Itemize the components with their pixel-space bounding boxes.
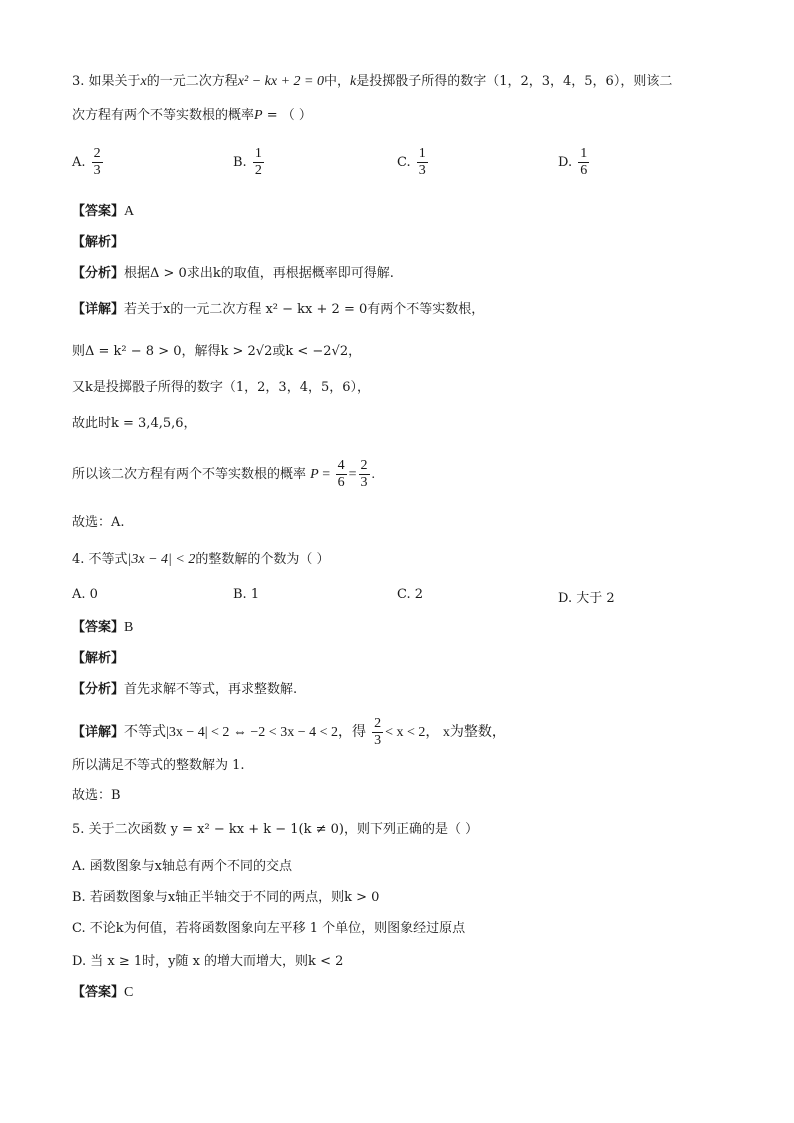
xiangjie-text: 所以满足不等式的整数解为 1.: [72, 758, 245, 773]
option-text: B. 若函数图象与x轴正半轴交于不同的两点，则k > 0: [72, 890, 380, 905]
q3-option-c: [397, 146, 430, 179]
q3-stem-text: 3. 如果关于: [72, 74, 141, 89]
numerator: 1: [418, 146, 426, 161]
option-text: D. 当 x ≥ 1时，y随 x 的增大而增大，则k < 2: [72, 954, 344, 969]
q5-stem: [72, 820, 478, 840]
numerator: 1: [580, 146, 588, 161]
q5-option-a: [72, 857, 292, 877]
option-label: A.: [72, 155, 86, 170]
denominator: 6: [580, 163, 588, 178]
option-label: B.: [233, 155, 247, 170]
q5-option-c: [72, 919, 465, 939]
q4-stem-text: 4. 不等式: [72, 552, 128, 567]
fraction: [92, 146, 103, 179]
q3-var-k: k: [349, 74, 357, 89]
q4-answer: [72, 618, 133, 638]
jiexi-tag: 【解析】: [72, 235, 125, 250]
numerator: 2: [93, 146, 101, 161]
q3-var-x: x: [140, 74, 147, 89]
denominator: 3: [93, 163, 101, 178]
q5-stem-text: 5. 关于二次函数 y = x² − kx + k − 1(k ≠ 0)，则下列正确的是（ ）: [72, 822, 479, 837]
option-text: A. 0: [72, 587, 98, 602]
q4-option-a: [72, 587, 98, 602]
guxuan-text: 故选：A.: [72, 515, 125, 530]
fenxi-text: 根据Δ > 0求出k的取值，再根据概率即可得解.: [124, 266, 394, 281]
answer-tag: 【答案】: [72, 620, 125, 635]
denominator: 3: [360, 475, 368, 490]
fraction: [578, 146, 589, 179]
q3-answer: [72, 202, 134, 222]
q4-xiangjie-1: [72, 716, 506, 749]
q4-option-c: [397, 587, 423, 602]
xiangjie-text: 故此时k = 3,4,5,6，: [72, 416, 197, 431]
answer-value: C: [124, 985, 134, 1000]
q4-guxuan: [72, 786, 121, 806]
q3-option-a: [72, 146, 105, 179]
denominator: 3: [374, 733, 382, 748]
q3-stem-text: 中，: [323, 74, 350, 89]
q3-xiangjie-4: [72, 414, 197, 434]
q4-jiexi: [72, 649, 124, 669]
option-text: C. 不论k为何值，若将函数图象向左平移 1 个单位，则图象经过原点: [72, 921, 466, 936]
option-text: A. 函数图象与x轴总有两个不同的交点: [72, 859, 292, 874]
answer-tag: 【答案】: [72, 985, 125, 1000]
option-text: D. 大于 2: [558, 591, 615, 606]
fenxi-tag: 【分析】: [72, 266, 125, 281]
fraction: [372, 716, 383, 749]
numerator: 1: [254, 146, 262, 161]
xiangjie-text: 若关于x的一元二次方程 x² − kx + 2 = 0有两个不等实数根，: [124, 302, 485, 317]
denominator: 3: [418, 163, 426, 178]
q4-stem-text: 的整数解的个数为（ ）: [195, 552, 330, 567]
fenxi-text: 首先求解不等式，再求整数解.: [124, 682, 298, 697]
q3-stem-text: 是投掷骰子所得的数字（1，2，3，4，5，6），则该二: [356, 74, 673, 89]
q3-stem-text: 的一元二次方程: [146, 74, 238, 89]
q3-option-b: [233, 146, 266, 179]
fraction: [417, 146, 428, 179]
q3-xiangjie-1: [72, 300, 484, 320]
numerator: 4: [337, 458, 345, 473]
guxuan-text: 故选：B: [72, 788, 121, 803]
fraction: [253, 146, 264, 179]
q3-guxuan: [72, 513, 125, 533]
q3-option-d: [558, 146, 591, 179]
q3-stem-text: 次方程有两个不等实数根的概率: [72, 108, 255, 123]
xiangjie-tag: 【详解】: [72, 725, 125, 740]
xiangjie-text: 不等式|3x − 4| < 2 ⇔ −2 < 3x − 4 < 2，得: [124, 725, 366, 740]
q3-xiangjie-2: [72, 342, 361, 362]
xiangjie-text: 又k是投掷骰子所得的数字（1，2，3，4，5，6），: [72, 380, 371, 395]
xiangjie-text: 所以该二次方程有两个不等实数根的概率: [72, 467, 307, 482]
fenxi-tag: 【分析】: [72, 682, 125, 697]
q3-stem-line1: [72, 72, 672, 92]
q5-option-d: [72, 952, 343, 972]
q3-stem-text: = （ ）: [262, 108, 312, 123]
denominator: 2: [254, 163, 262, 178]
q4-option-d: [558, 587, 615, 606]
q4-xiangjie-2: [72, 756, 245, 776]
xiangjie-text: < x < 2， x为整数，: [385, 725, 506, 740]
q3-p-label: P: [254, 108, 263, 123]
option-label: C.: [397, 155, 411, 170]
q3-stem-line2: [72, 106, 312, 126]
xiangjie-text: 则Δ = k² − 8 > 0，解得k > 2√2或k < −2√2，: [72, 344, 362, 359]
numerator: 2: [360, 458, 368, 473]
option-label: D.: [558, 155, 573, 170]
numerator: 2: [374, 716, 382, 731]
answer-value: A: [124, 204, 135, 219]
q4-fenxi: [72, 680, 297, 700]
option-text: C. 2: [397, 587, 424, 602]
denominator: 6: [337, 475, 345, 490]
q5-option-b: [72, 888, 379, 908]
p-label: P: [310, 467, 319, 482]
q4-option-b: [233, 587, 259, 602]
q3-jiexi: [72, 233, 124, 253]
q3-equation: x² − kx + 2 = 0: [237, 74, 324, 89]
q3-xiangjie-5: 所以该二次方程有两个不等实数根的概率 P = $\frac{4}{6}$ = $\frac{2}{3}$ .: [72, 458, 376, 490]
fraction: [359, 458, 370, 491]
fraction: [336, 458, 347, 491]
q4-inequality: |3x − 4| < 2: [127, 552, 196, 567]
q4-stem: [72, 550, 330, 570]
answer-tag: 【答案】: [72, 204, 125, 219]
xiangjie-tag: 【详解】: [72, 302, 125, 317]
jiexi-tag: 【解析】: [72, 651, 125, 666]
q3-xiangjie-3: [72, 378, 370, 398]
q3-fenxi: [72, 264, 394, 284]
q5-answer: [72, 983, 133, 1003]
answer-value: B: [124, 620, 134, 635]
option-text: B. 1: [233, 587, 260, 602]
